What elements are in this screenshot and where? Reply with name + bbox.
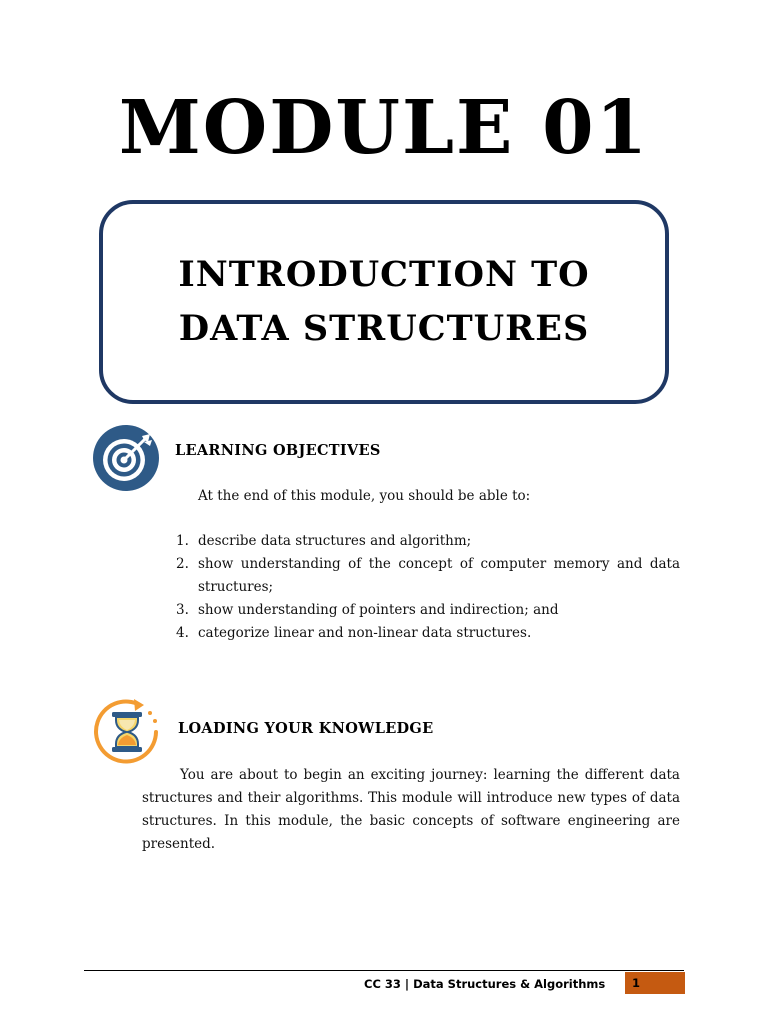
loading-knowledge-paragraph: You are about to begin an exciting journey: learning the different data structures and their algorithms. This module will introduce new types of data structures. In this module, the basic concepts of software engineering are presented. [142,767,680,852]
subtitle-line-2: DATA STRUCTURES [178,308,590,349]
list-item-text: show understanding of pointers and indirection; and [198,602,559,618]
list-item-number: 1. [176,533,189,549]
objectives-intro: At the end of this module, you should be able to: [198,488,531,504]
footer-divider [84,970,684,971]
hourglass-icon [90,696,162,768]
learning-objectives-heading: LEARNING OBJECTIVES [175,442,381,459]
list-item [172,622,680,645]
list-item-number: 4. [176,625,189,641]
page-number: 1 [625,972,685,994]
footer-course-label: CC 33 | Data Structures & Algorithms [364,977,606,991]
list-item [172,599,680,622]
list-item-text: describe data structures and algorithm; [198,533,472,549]
list-item-number: 3. [176,602,189,618]
module-title-box [99,200,669,404]
loading-knowledge-heading: LOADING YOUR KNOWLEDGE [178,720,434,737]
objectives-list [172,530,680,645]
module-subtitle [178,248,589,356]
list-item-text: show understanding of the concept of computer memory and data structures; [198,556,680,595]
module-title: MODULE 01 [118,85,650,171]
subtitle-line-1: INTRODUCTION TO [178,254,590,295]
list-item [172,530,680,553]
target-icon [92,424,160,492]
list-item [172,553,680,599]
list-item-number: 2. [176,556,189,572]
list-item-text: categorize linear and non-linear data structures. [198,625,532,641]
